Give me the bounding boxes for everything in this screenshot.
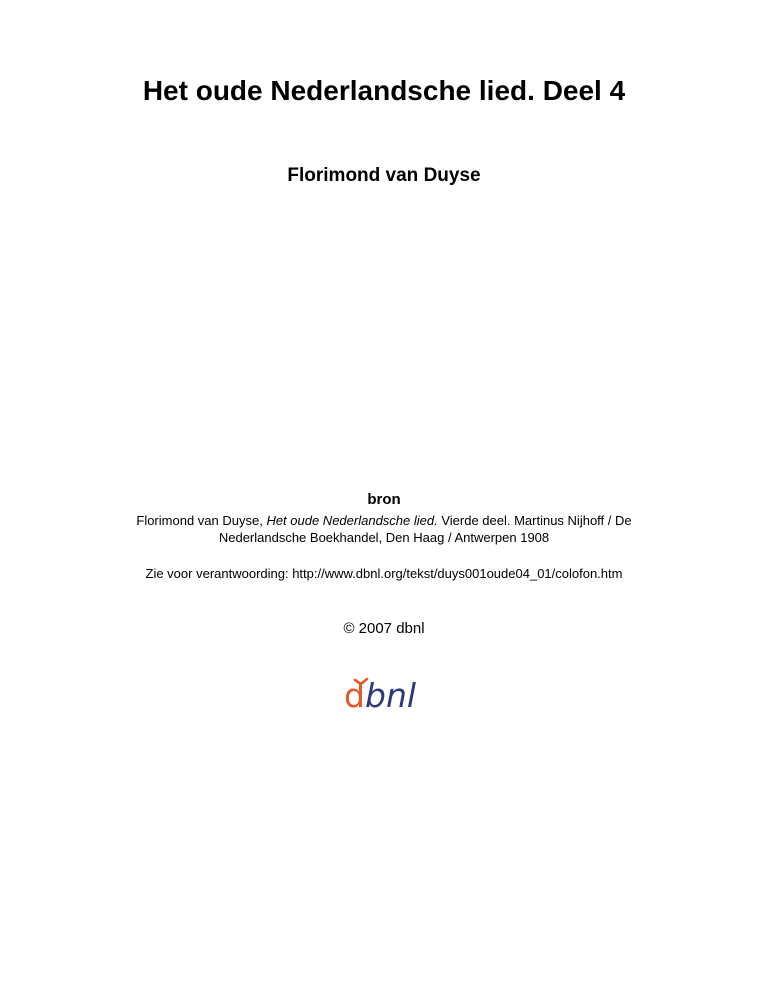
copyright-notice: © 2007 dbnl bbox=[343, 620, 425, 637]
source-citation-publisher: Vierde deel. Martinus Nijhoff / De Nederlandsche Boekhandel, Den Haag / Antwerpen 1908 bbox=[218, 513, 632, 545]
logo-letter-d: d bbox=[344, 676, 365, 715]
source-heading: bron bbox=[367, 491, 401, 508]
dbnl-logo bbox=[341, 672, 427, 716]
source-citation-author: Florimond van Duyse, bbox=[136, 513, 267, 528]
source-section bbox=[0, 490, 768, 582]
document-author: Florimond van Duyse bbox=[287, 165, 481, 186]
document-title: Het oude Nederlandsche lied. Deel 4 bbox=[142, 75, 626, 106]
logo-letters-bnl: bnl bbox=[365, 676, 417, 715]
source-citation-title: Het oude Nederlandsche lied. bbox=[266, 513, 438, 528]
responsibility-note: Zie voor verantwoording: http://www.dbnl.org/tekst/duys001oude04_01/colofon.htm bbox=[145, 566, 623, 581]
source-citation bbox=[104, 512, 664, 546]
